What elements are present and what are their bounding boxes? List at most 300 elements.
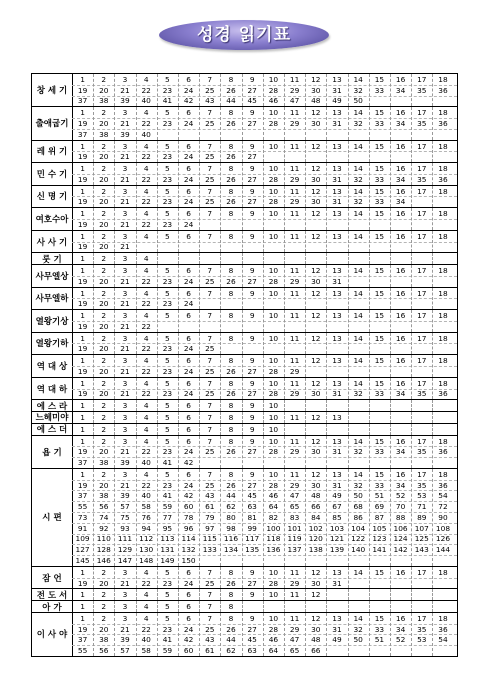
chapter-cell[interactable]: 4 — [143, 108, 149, 118]
chapter-cell[interactable]: 19 — [77, 197, 88, 207]
chapter-cell[interactable]: 42 — [183, 96, 194, 106]
chapter-cell[interactable]: 15 — [374, 333, 385, 343]
chapter-cell[interactable]: 4 — [143, 602, 149, 612]
chapter-cell[interactable]: 21 — [120, 85, 130, 95]
chapter-cell[interactable]: 47 — [289, 491, 300, 501]
chapter-cell[interactable]: 21 — [120, 578, 130, 588]
chapter-cell[interactable]: 23 — [162, 624, 173, 634]
chapter-cell[interactable]: 1 — [80, 613, 85, 623]
chapter-cell[interactable]: 80 — [226, 512, 236, 522]
chapter-cell[interactable]: 15 — [374, 74, 385, 84]
chapter-cell[interactable]: 17 — [417, 231, 427, 241]
chapter-cell[interactable]: 20 — [99, 85, 109, 95]
chapter-cell[interactable]: 2 — [101, 436, 107, 446]
chapter-cell[interactable]: 48 — [311, 635, 321, 645]
chapter-cell[interactable]: 31 — [332, 389, 342, 399]
chapter-cell[interactable]: 1 — [80, 186, 85, 196]
chapter-cell[interactable]: 15 — [374, 288, 385, 298]
chapter-cell[interactable]: 29 — [289, 624, 300, 634]
chapter-cell[interactable]: 15 — [374, 265, 385, 275]
chapter-cell[interactable]: 26 — [226, 624, 236, 634]
chapter-cell[interactable]: 34 — [395, 480, 406, 490]
chapter-cell[interactable]: 8 — [228, 567, 234, 577]
chapter-cell[interactable]: 32 — [353, 389, 363, 399]
chapter-cell[interactable]: 28 — [268, 85, 279, 95]
chapter-cell[interactable]: 28 — [268, 276, 279, 286]
chapter-cell[interactable]: 13 — [332, 141, 342, 151]
chapter-cell[interactable]: 26 — [226, 118, 236, 128]
chapter-cell[interactable]: 7 — [207, 74, 213, 84]
chapter-cell[interactable]: 60 — [183, 502, 194, 512]
chapter-cell[interactable]: 52 — [395, 635, 406, 645]
chapter-cell[interactable]: 21 — [120, 624, 130, 634]
chapter-cell[interactable]: 10 — [268, 469, 279, 479]
chapter-cell[interactable]: 26 — [226, 480, 236, 490]
chapter-cell[interactable]: 43 — [205, 635, 215, 645]
chapter-cell[interactable]: 4 — [143, 469, 149, 479]
chapter-cell[interactable]: 39 — [120, 458, 130, 468]
chapter-cell[interactable]: 4 — [143, 265, 149, 275]
chapter-cell[interactable]: 25 — [205, 85, 215, 95]
chapter-cell[interactable]: 41 — [162, 635, 173, 645]
chapter-cell[interactable]: 11 — [289, 567, 300, 577]
chapter-cell[interactable]: 16 — [395, 74, 406, 84]
chapter-cell[interactable]: 21 — [120, 480, 130, 490]
chapter-cell[interactable]: 6 — [186, 602, 191, 612]
chapter-cell[interactable]: 21 — [120, 299, 130, 309]
chapter-cell[interactable]: 35 — [417, 85, 427, 95]
chapter-cell[interactable]: 9 — [249, 288, 255, 298]
chapter-cell[interactable]: 26 — [226, 152, 236, 162]
chapter-cell[interactable]: 81 — [247, 512, 257, 522]
chapter-cell[interactable]: 7 — [207, 613, 213, 623]
chapter-cell[interactable]: 83 — [289, 512, 300, 522]
chapter-cell[interactable]: 117 — [245, 534, 260, 544]
chapter-cell[interactable]: 149 — [160, 555, 175, 565]
chapter-cell[interactable]: 34 — [395, 85, 406, 95]
chapter-cell[interactable]: 13 — [332, 311, 342, 321]
chapter-cell[interactable]: 85 — [332, 512, 342, 522]
chapter-cell[interactable]: 139 — [329, 545, 345, 555]
chapter-cell[interactable]: 1 — [80, 412, 85, 422]
chapter-cell[interactable]: 21 — [120, 219, 130, 229]
chapter-cell[interactable]: 23 — [162, 174, 173, 184]
chapter-cell[interactable]: 24 — [183, 624, 194, 634]
chapter-cell[interactable]: 13 — [332, 164, 342, 174]
chapter-cell[interactable]: 19 — [77, 85, 88, 95]
chapter-cell[interactable]: 3 — [122, 424, 128, 434]
chapter-cell[interactable]: 23 — [162, 152, 173, 162]
chapter-cell[interactable]: 7 — [207, 231, 213, 241]
chapter-cell[interactable]: 103 — [329, 523, 345, 533]
chapter-cell[interactable]: 20 — [99, 299, 109, 309]
chapter-cell[interactable]: 30 — [311, 85, 321, 95]
chapter-cell[interactable]: 32 — [353, 197, 363, 207]
chapter-cell[interactable]: 141 — [372, 545, 387, 555]
chapter-cell[interactable]: 82 — [268, 512, 279, 522]
chapter-cell[interactable]: 4 — [143, 412, 149, 422]
chapter-cell[interactable]: 4 — [143, 356, 149, 366]
chapter-cell[interactable]: 20 — [99, 366, 109, 376]
chapter-cell[interactable]: 12 — [311, 209, 321, 219]
chapter-cell[interactable]: 84 — [311, 512, 321, 522]
chapter-cell[interactable]: 19 — [77, 321, 88, 331]
chapter-cell[interactable]: 33 — [374, 447, 385, 457]
chapter-cell[interactable]: 21 — [120, 389, 130, 399]
chapter-cell[interactable]: 33 — [374, 480, 385, 490]
chapter-cell[interactable]: 76 — [141, 512, 151, 522]
chapter-cell[interactable]: 17 — [417, 567, 427, 577]
chapter-cell[interactable]: 23 — [162, 276, 173, 286]
chapter-cell[interactable]: 3 — [122, 378, 128, 388]
chapter-cell[interactable]: 20 — [99, 219, 109, 229]
chapter-cell[interactable]: 34 — [395, 174, 406, 184]
chapter-cell[interactable]: 4 — [143, 424, 149, 434]
chapter-cell[interactable]: 148 — [139, 555, 154, 565]
chapter-cell[interactable]: 125 — [414, 534, 429, 544]
chapter-cell[interactable]: 19 — [77, 174, 88, 184]
chapter-cell[interactable]: 20 — [99, 321, 109, 331]
chapter-cell[interactable]: 3 — [122, 74, 128, 84]
chapter-cell[interactable]: 30 — [311, 447, 321, 457]
chapter-cell[interactable]: 21 — [120, 197, 130, 207]
chapter-cell[interactable]: 11 — [289, 613, 300, 623]
chapter-cell[interactable]: 13 — [332, 108, 342, 118]
chapter-cell[interactable]: 5 — [165, 288, 170, 298]
chapter-cell[interactable]: 4 — [143, 378, 149, 388]
chapter-cell[interactable]: 92 — [99, 523, 109, 533]
chapter-cell[interactable]: 30 — [311, 389, 321, 399]
chapter-cell[interactable]: 110 — [96, 534, 111, 544]
chapter-cell[interactable]: 7 — [207, 378, 213, 388]
chapter-cell[interactable]: 13 — [332, 412, 342, 422]
chapter-cell[interactable]: 3 — [122, 412, 128, 422]
chapter-cell[interactable]: 8 — [228, 265, 234, 275]
chapter-cell[interactable]: 5 — [165, 469, 170, 479]
chapter-cell[interactable]: 52 — [395, 491, 406, 501]
chapter-cell[interactable]: 12 — [311, 333, 321, 343]
chapter-cell[interactable]: 24 — [183, 276, 194, 286]
chapter-cell[interactable]: 30 — [311, 624, 321, 634]
chapter-cell[interactable]: 78 — [183, 512, 194, 522]
chapter-cell[interactable]: 27 — [247, 174, 257, 184]
chapter-cell[interactable]: 12 — [311, 590, 321, 600]
chapter-cell[interactable]: 11 — [289, 378, 300, 388]
chapter-cell[interactable]: 14 — [353, 311, 363, 321]
chapter-cell[interactable]: 44 — [226, 635, 236, 645]
chapter-cell[interactable]: 3 — [122, 209, 128, 219]
chapter-cell[interactable]: 1 — [80, 209, 85, 219]
chapter-cell[interactable]: 32 — [353, 624, 363, 634]
chapter-cell[interactable]: 10 — [268, 567, 279, 577]
chapter-cell[interactable]: 4 — [143, 590, 149, 600]
chapter-cell[interactable]: 32 — [353, 447, 363, 457]
chapter-cell[interactable]: 34 — [395, 447, 406, 457]
chapter-cell[interactable]: 61 — [205, 502, 215, 512]
chapter-cell[interactable]: 50 — [353, 635, 363, 645]
chapter-cell[interactable]: 20 — [99, 152, 109, 162]
chapter-cell[interactable]: 37 — [77, 129, 88, 139]
chapter-cell[interactable]: 2 — [101, 401, 107, 411]
chapter-cell[interactable]: 41 — [162, 491, 173, 501]
chapter-cell[interactable]: 2 — [101, 602, 107, 612]
chapter-cell[interactable]: 15 — [374, 436, 385, 446]
chapter-cell[interactable]: 35 — [417, 624, 427, 634]
chapter-cell[interactable]: 3 — [122, 108, 128, 118]
chapter-cell[interactable]: 2 — [101, 108, 107, 118]
chapter-cell[interactable]: 32 — [353, 118, 363, 128]
chapter-cell[interactable]: 138 — [308, 545, 323, 555]
chapter-cell[interactable]: 6 — [186, 265, 191, 275]
chapter-cell[interactable]: 59 — [162, 502, 173, 512]
chapter-cell[interactable]: 1 — [80, 288, 85, 298]
chapter-cell[interactable]: 18 — [438, 436, 448, 446]
chapter-cell[interactable]: 35 — [417, 118, 427, 128]
chapter-cell[interactable]: 2 — [101, 141, 107, 151]
chapter-cell[interactable]: 9 — [249, 186, 255, 196]
chapter-cell[interactable]: 8 — [228, 333, 234, 343]
chapter-cell[interactable]: 30 — [311, 174, 321, 184]
chapter-cell[interactable]: 14 — [353, 186, 363, 196]
chapter-cell[interactable]: 6 — [186, 412, 191, 422]
chapter-cell[interactable]: 15 — [374, 378, 385, 388]
chapter-cell[interactable]: 20 — [99, 447, 109, 457]
chapter-cell[interactable]: 8 — [228, 108, 234, 118]
chapter-cell[interactable]: 11 — [289, 469, 300, 479]
chapter-cell[interactable]: 2 — [101, 333, 107, 343]
chapter-cell[interactable]: 19 — [77, 578, 88, 588]
chapter-cell[interactable]: 15 — [374, 141, 385, 151]
chapter-cell[interactable]: 3 — [122, 436, 128, 446]
chapter-cell[interactable]: 32 — [353, 85, 363, 95]
chapter-cell[interactable]: 20 — [99, 276, 109, 286]
chapter-cell[interactable]: 23 — [162, 480, 173, 490]
chapter-cell[interactable]: 11 — [289, 412, 300, 422]
chapter-cell[interactable]: 3 — [122, 311, 128, 321]
chapter-cell[interactable]: 7 — [207, 186, 213, 196]
chapter-cell[interactable]: 9 — [249, 333, 255, 343]
chapter-cell[interactable]: 7 — [207, 164, 213, 174]
chapter-cell[interactable]: 17 — [417, 265, 427, 275]
chapter-cell[interactable]: 113 — [160, 534, 175, 544]
chapter-cell[interactable]: 1 — [80, 567, 85, 577]
chapter-cell[interactable]: 77 — [162, 512, 173, 522]
chapter-cell[interactable]: 118 — [266, 534, 281, 544]
chapter-cell[interactable]: 6 — [186, 141, 191, 151]
chapter-cell[interactable]: 8 — [228, 469, 234, 479]
chapter-cell[interactable]: 101 — [287, 523, 302, 533]
chapter-cell[interactable]: 3 — [122, 186, 128, 196]
chapter-cell[interactable]: 10 — [268, 164, 279, 174]
chapter-cell[interactable]: 26 — [226, 389, 236, 399]
chapter-cell[interactable]: 33 — [374, 118, 385, 128]
chapter-cell[interactable]: 28 — [268, 366, 279, 376]
chapter-cell[interactable]: 14 — [353, 378, 363, 388]
chapter-cell[interactable]: 26 — [226, 447, 236, 457]
chapter-cell[interactable]: 4 — [143, 141, 149, 151]
chapter-cell[interactable]: 22 — [141, 276, 151, 286]
chapter-cell[interactable]: 69 — [374, 502, 385, 512]
chapter-cell[interactable]: 24 — [183, 118, 194, 128]
chapter-cell[interactable]: 36 — [438, 447, 448, 457]
chapter-cell[interactable]: 24 — [183, 389, 194, 399]
chapter-cell[interactable]: 116 — [223, 534, 239, 544]
chapter-cell[interactable]: 20 — [99, 242, 109, 252]
chapter-cell[interactable]: 47 — [289, 635, 300, 645]
chapter-cell[interactable]: 16 — [395, 613, 406, 623]
chapter-cell[interactable]: 127 — [75, 545, 90, 555]
chapter-cell[interactable]: 10 — [268, 74, 279, 84]
chapter-cell[interactable]: 23 — [162, 197, 173, 207]
chapter-cell[interactable]: 14 — [353, 613, 363, 623]
chapter-cell[interactable]: 3 — [122, 231, 128, 241]
chapter-cell[interactable]: 15 — [374, 164, 385, 174]
chapter-cell[interactable]: 27 — [247, 578, 257, 588]
chapter-cell[interactable]: 58 — [141, 502, 151, 512]
chapter-cell[interactable]: 9 — [249, 209, 255, 219]
chapter-cell[interactable]: 17 — [417, 469, 427, 479]
chapter-cell[interactable]: 19 — [77, 118, 88, 128]
chapter-cell[interactable]: 6 — [186, 613, 191, 623]
chapter-cell[interactable]: 27 — [247, 480, 257, 490]
chapter-cell[interactable]: 4 — [143, 436, 149, 446]
chapter-cell[interactable]: 27 — [247, 624, 257, 634]
chapter-cell[interactable]: 51 — [374, 635, 385, 645]
chapter-cell[interactable]: 71 — [417, 502, 427, 512]
chapter-cell[interactable]: 5 — [165, 164, 170, 174]
chapter-cell[interactable]: 9 — [249, 108, 255, 118]
chapter-cell[interactable]: 14 — [353, 436, 363, 446]
chapter-cell[interactable]: 7 — [207, 567, 213, 577]
chapter-cell[interactable]: 24 — [183, 152, 194, 162]
chapter-cell[interactable]: 31 — [332, 276, 342, 286]
chapter-cell[interactable]: 4 — [143, 74, 149, 84]
chapter-cell[interactable]: 89 — [417, 512, 427, 522]
chapter-cell[interactable]: 135 — [245, 545, 260, 555]
chapter-cell[interactable]: 11 — [289, 311, 300, 321]
chapter-cell[interactable]: 1 — [80, 311, 85, 321]
chapter-cell[interactable]: 1 — [80, 141, 85, 151]
chapter-cell[interactable]: 5 — [165, 412, 170, 422]
chapter-cell[interactable]: 28 — [268, 389, 279, 399]
chapter-cell[interactable]: 114 — [181, 534, 196, 544]
chapter-cell[interactable]: 29 — [289, 174, 300, 184]
chapter-cell[interactable]: 20 — [99, 624, 109, 634]
chapter-cell[interactable]: 12 — [311, 74, 321, 84]
chapter-cell[interactable]: 7 — [207, 436, 213, 446]
chapter-cell[interactable]: 18 — [438, 469, 448, 479]
chapter-cell[interactable]: 8 — [228, 401, 234, 411]
chapter-cell[interactable]: 7 — [207, 288, 213, 298]
chapter-cell[interactable]: 24 — [183, 366, 194, 376]
chapter-cell[interactable]: 18 — [438, 567, 448, 577]
chapter-cell[interactable]: 9 — [249, 164, 255, 174]
chapter-cell[interactable]: 132 — [181, 545, 196, 555]
chapter-cell[interactable]: 8 — [228, 186, 234, 196]
chapter-cell[interactable]: 4 — [143, 401, 149, 411]
chapter-cell[interactable]: 20 — [99, 578, 109, 588]
chapter-cell[interactable]: 43 — [205, 96, 215, 106]
chapter-cell[interactable]: 9 — [249, 567, 255, 577]
chapter-cell[interactable]: 16 — [395, 436, 406, 446]
chapter-cell[interactable]: 31 — [332, 174, 342, 184]
chapter-cell[interactable]: 1 — [80, 333, 85, 343]
chapter-cell[interactable]: 26 — [226, 197, 236, 207]
chapter-cell[interactable]: 36 — [438, 389, 448, 399]
chapter-cell[interactable]: 25 — [205, 276, 215, 286]
chapter-cell[interactable]: 31 — [332, 578, 342, 588]
chapter-cell[interactable]: 24 — [183, 480, 194, 490]
chapter-cell[interactable]: 9 — [249, 378, 255, 388]
chapter-cell[interactable]: 10 — [268, 265, 279, 275]
chapter-cell[interactable]: 45 — [247, 491, 257, 501]
chapter-cell[interactable]: 75 — [120, 512, 130, 522]
chapter-cell[interactable]: 24 — [183, 174, 194, 184]
chapter-cell[interactable]: 57 — [120, 502, 130, 512]
chapter-cell[interactable]: 5 — [165, 436, 170, 446]
chapter-cell[interactable]: 96 — [183, 523, 194, 533]
chapter-cell[interactable]: 49 — [332, 635, 342, 645]
chapter-cell[interactable]: 20 — [99, 389, 109, 399]
chapter-cell[interactable]: 46 — [268, 491, 279, 501]
chapter-cell[interactable]: 20 — [99, 197, 109, 207]
chapter-cell[interactable]: 6 — [186, 288, 191, 298]
chapter-cell[interactable]: 53 — [417, 635, 427, 645]
chapter-cell[interactable]: 9 — [249, 141, 255, 151]
chapter-cell[interactable]: 10 — [268, 590, 279, 600]
chapter-cell[interactable]: 8 — [228, 613, 234, 623]
chapter-cell[interactable]: 9 — [249, 311, 255, 321]
chapter-cell[interactable]: 11 — [289, 186, 300, 196]
chapter-cell[interactable]: 18 — [438, 288, 448, 298]
chapter-cell[interactable]: 21 — [120, 366, 130, 376]
chapter-cell[interactable]: 12 — [311, 141, 321, 151]
chapter-cell[interactable]: 31 — [332, 480, 342, 490]
chapter-cell[interactable]: 23 — [162, 447, 173, 457]
chapter-cell[interactable]: 10 — [268, 333, 279, 343]
chapter-cell[interactable]: 25 — [205, 152, 215, 162]
chapter-cell[interactable]: 5 — [165, 186, 170, 196]
chapter-cell[interactable]: 1 — [80, 356, 85, 366]
chapter-cell[interactable]: 120 — [308, 534, 323, 544]
chapter-cell[interactable]: 15 — [374, 311, 385, 321]
chapter-cell[interactable]: 17 — [417, 74, 427, 84]
chapter-cell[interactable]: 86 — [353, 512, 363, 522]
chapter-cell[interactable]: 11 — [289, 231, 300, 241]
chapter-cell[interactable]: 17 — [417, 288, 427, 298]
chapter-cell[interactable]: 66 — [311, 502, 321, 512]
chapter-cell[interactable]: 18 — [438, 265, 448, 275]
chapter-cell[interactable]: 60 — [183, 646, 194, 656]
chapter-cell[interactable]: 22 — [141, 480, 151, 490]
chapter-cell[interactable]: 13 — [332, 613, 342, 623]
chapter-cell[interactable]: 6 — [186, 231, 191, 241]
chapter-cell[interactable]: 137 — [287, 545, 302, 555]
chapter-cell[interactable]: 17 — [417, 333, 427, 343]
chapter-cell[interactable]: 35 — [417, 389, 427, 399]
chapter-cell[interactable]: 10 — [268, 436, 279, 446]
chapter-cell[interactable]: 44 — [226, 491, 236, 501]
chapter-cell[interactable]: 38 — [99, 491, 109, 501]
chapter-cell[interactable]: 13 — [332, 288, 342, 298]
chapter-cell[interactable]: 2 — [101, 311, 107, 321]
chapter-cell[interactable]: 17 — [417, 141, 427, 151]
chapter-cell[interactable]: 22 — [141, 299, 151, 309]
chapter-cell[interactable]: 12 — [311, 469, 321, 479]
chapter-cell[interactable]: 20 — [99, 480, 109, 490]
chapter-cell[interactable]: 2 — [101, 231, 107, 241]
chapter-cell[interactable]: 5 — [165, 209, 170, 219]
